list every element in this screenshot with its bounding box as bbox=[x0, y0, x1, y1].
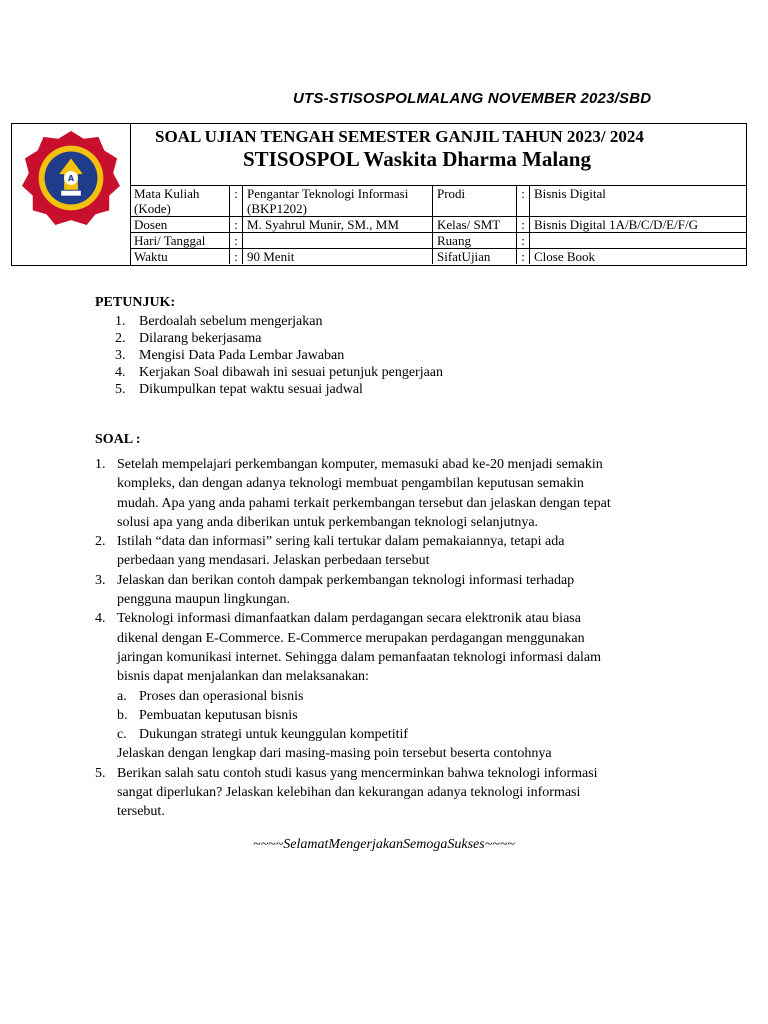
question-5: 5. Berikan salah satu contoh studi kasus yang mencerminkan bahwa teknologi informasi sangat diperlukan? Jelaskan kelebihan dan kekurangan adanya teknologi informasi tersebut. bbox=[95, 765, 598, 820]
exam-header-box bbox=[11, 123, 747, 266]
question-4-sub-b: b. Pembuatan keputusan bisnis bbox=[117, 707, 298, 723]
svg-text:A: A bbox=[67, 173, 75, 183]
colon: : bbox=[517, 249, 530, 265]
colon: : bbox=[230, 233, 243, 249]
colon: : bbox=[230, 217, 243, 233]
value-dosen: M. Syahrul Munir, SM., MM bbox=[243, 217, 433, 233]
colon: : bbox=[230, 249, 243, 265]
institution-logo bbox=[22, 129, 120, 227]
value-prodi: Bisnis Digital bbox=[530, 186, 748, 217]
instruction-item: 2. Dilarang bekerjasama bbox=[115, 331, 262, 346]
label-mata-kuliah: Mata Kuliah (Kode) bbox=[130, 186, 230, 217]
colon: : bbox=[517, 217, 530, 233]
colon: : bbox=[230, 186, 243, 217]
info-row-course bbox=[130, 186, 747, 217]
info-row-dosen bbox=[130, 217, 747, 233]
question-4-sub-c: c. Dukungan strategi untuk keunggulan kompetitif bbox=[117, 727, 409, 743]
value-mata-kuliah: Pengantar Teknologi Informasi (BKP1202) bbox=[243, 186, 433, 217]
logo-seal bbox=[22, 131, 120, 225]
exam-info-table bbox=[130, 185, 747, 264]
colon: : bbox=[517, 233, 530, 249]
instruction-item: 1. Berdoalah sebelum mengerjakan bbox=[115, 314, 323, 329]
colon: : bbox=[517, 186, 530, 217]
logo-cell bbox=[12, 124, 131, 265]
exam-title: SOAL UJIAN TENGAH SEMESTER GANJIL TAHUN 2023/ 2024 bbox=[155, 127, 644, 146]
label-kelas: Kelas/ SMT bbox=[433, 217, 517, 233]
instructions-list bbox=[95, 313, 443, 398]
value-hari-tanggal bbox=[243, 233, 433, 249]
question-1: 1. Setelah mempelajari perkembangan komputer, memasuki abad ke-20 menjadi semakin kompleks, dan dengan adanya teknologi membuat pengambilan keputusan semakin mudah. Apa yang anda pahami terkait perkembangan tersebut dan jelaskan dengan tepat solusi apa yang anda diberikan untuk perkembangan teknologi selanjutnya. bbox=[95, 457, 611, 530]
value-kelas: Bisnis Digital 1A/B/C/D/E/F/G bbox=[530, 217, 748, 233]
value-waktu: 90 Menit bbox=[243, 249, 433, 265]
info-row-waktu bbox=[130, 249, 747, 265]
instruction-item: 5. Dikumpulkan tepat waktu sesuai jadwal bbox=[115, 382, 363, 397]
label-ruang: Ruang bbox=[433, 233, 517, 249]
info-row-date bbox=[130, 233, 747, 249]
label-waktu: Waktu bbox=[130, 249, 230, 265]
question-3: 3. Jelaskan dan berikan contoh dampak perkembangan teknologi informasi terhadap pengguna maupun lingkungan. bbox=[95, 572, 575, 608]
label-dosen: Dosen bbox=[130, 217, 230, 233]
questions-title: SOAL : bbox=[95, 432, 141, 447]
instructions-title: PETUNJUK: bbox=[95, 295, 176, 310]
value-ruang bbox=[530, 233, 748, 249]
instruction-item: 3. Mengisi Data Pada Lembar Jawaban bbox=[115, 348, 345, 363]
instruction-item: 4. Kerjakan Soal dibawah ini sesuai petunjuk pengerjaan bbox=[115, 365, 444, 380]
closing-message: ~~~~SelamatMengerjakanSemogaSukses~~~~ bbox=[253, 837, 515, 852]
label-hari-tanggal: Hari/ Tanggal bbox=[130, 233, 230, 249]
label-prodi: Prodi bbox=[433, 186, 517, 217]
label-sifat-ujian: SifatUjian bbox=[433, 249, 517, 265]
question-4-sub-a: a. Proses dan operasional bisnis bbox=[117, 688, 304, 704]
institution-name: STISOSPOL Waskita Dharma Malang bbox=[243, 147, 591, 171]
header-text: UTS-STISOSPOLMALANG NOVEMBER 2023/SBD bbox=[293, 90, 652, 107]
question-4-tail: Jelaskan dengan lengkap dari masing-masing poin tersebut beserta contohnya bbox=[117, 746, 552, 762]
value-sifat-ujian: Close Book bbox=[530, 249, 748, 265]
question-4: 4. Teknologi informasi dimanfaatkan dalam perdagangan secara elektronik atau biasa dikenal dengan E-Commerce. E-Commerce merupakan perdagangan menggunakan jaringan komunikasi internet. Sehingga dalam pemanfaatan teknologi informasi dalam bisnis dapat menjalankan dan melaksanakan: a. Proses dan operasional bisnis b. Pembuatan keputusan bisnis c. Dukungan strategi untuk keunggulan kompetitif Jelaskan dengan lengkap dari masing-masing poin tersebut beserta contohnya bbox=[95, 609, 695, 763]
question-2: 2. Istilah “data dan informasi” sering kali tertukar dalam pemakaiannya, tetapi ada perbedaan yang mendasari. Jelaskan perbedaan tersebut bbox=[95, 534, 565, 569]
questions-list bbox=[95, 455, 695, 822]
